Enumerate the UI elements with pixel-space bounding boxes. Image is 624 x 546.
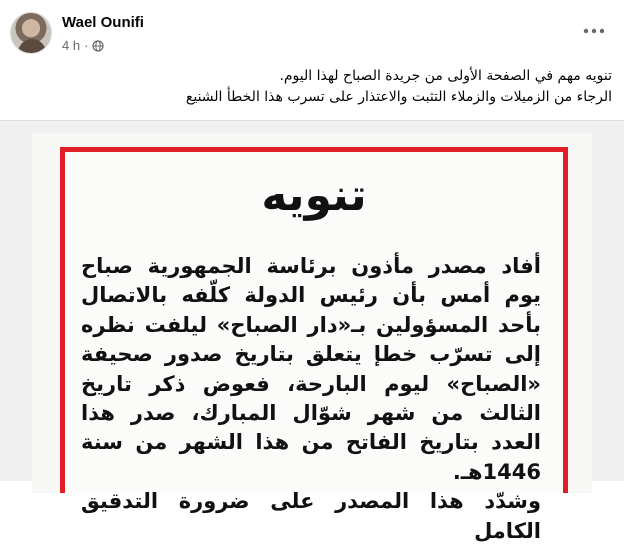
post-image[interactable] [0,120,624,543]
newspaper-clipping [32,133,592,543]
clipping-cut-line: وشدّد هذا المصدر على ضرورة التدقيق الكامل [81,489,541,543]
clipping-headline: تنويه [261,170,367,221]
caption-line: الرجاء من الزميلات والزملاء التثبت والاعتذار على تسرب هذا الخطأ الشنيع [185,89,612,105]
post-header [0,0,624,64]
meta-separator: · [84,38,89,53]
author-avatar[interactable] [10,12,52,54]
post-meta [62,38,104,53]
clipping-body: أفاد مصدر مأذون برئاسة الجمهورية صباح يوم أمس بأن رئيس الدولة كلّفه بالاتصال بأحد المسؤولين بـ«دار الصباح» ليلفت نظره إلى تسرّب خطإ يتعلق بتاريخ صدور صحيفة «الصباح» ليوم البارحة، فعوض ذكر تاريخ الثالث من شهر شوّال المبارك، صدر هذا العدد بتاريخ الفاتح من هذا الشهر من سنة 1446هـ. [81,254,541,484]
red-frame [60,147,568,543]
more-options-icon[interactable] [582,26,606,36]
clipping-article [81,252,541,546]
globe-icon[interactable] [92,40,104,52]
caption-line: تنويه مهم في الصفحة الأولى من جريدة الصباح لهذا اليوم. [279,68,612,84]
post-caption [12,66,612,108]
post-time[interactable]: 4 h [62,38,81,53]
author-name[interactable]: Wael Ounifi [62,14,144,31]
